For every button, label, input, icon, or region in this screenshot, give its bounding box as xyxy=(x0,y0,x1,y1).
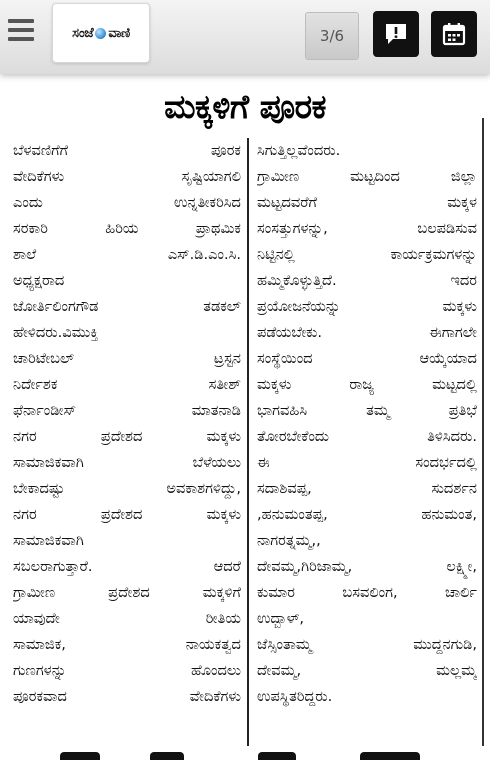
article-word: ,ಹನುಮಂತಪ್ಪ, xyxy=(257,506,328,523)
article-word: ಹೇಳಿದರು.ವಿಮುಕ್ತಿ xyxy=(13,324,99,341)
article-word: ಈಗಾಗಲೇ xyxy=(429,324,477,341)
text-fragment xyxy=(258,752,296,760)
article-line xyxy=(13,190,241,216)
page-indicator[interactable]: 3/6 xyxy=(305,12,359,60)
article-word: ಬೆಳವಣಿಗೆಗೆ xyxy=(13,142,69,159)
article-word: ತಿಳಿಸಿದರು. xyxy=(427,428,477,445)
hamburger-line xyxy=(8,28,34,32)
article-line xyxy=(13,580,241,606)
hamburger-icon[interactable] xyxy=(8,19,34,41)
article-word: ನಗರ xyxy=(13,506,37,523)
article-line xyxy=(257,528,477,554)
article-word: ಎಂದು xyxy=(13,194,43,211)
article-word: ಮಕ್ಕಳ xyxy=(447,194,477,211)
article-line xyxy=(13,424,241,450)
article-line xyxy=(13,398,241,424)
article-line xyxy=(13,294,241,320)
article-word: ಮುದ್ದನಗುಡಿ, xyxy=(413,636,477,653)
article-word: ಮಟ್ಟದಿಂದ xyxy=(350,168,400,185)
article-line xyxy=(13,216,241,242)
article-line xyxy=(257,320,477,346)
article-line xyxy=(13,268,241,294)
article-word: ಬೆಳೆಯಲು xyxy=(192,454,241,471)
article-word: ಪ್ರದೇಶದ xyxy=(100,506,143,523)
article-word: ಮಕ್ಕಳು xyxy=(206,506,241,523)
article-word: ಸಬಲರಾಗುತ್ತಾರೆ. xyxy=(13,558,93,575)
article-line xyxy=(257,424,477,450)
article-line xyxy=(257,268,477,294)
article-word: ಬಲಪಡಿಸುವ xyxy=(417,220,477,237)
article-word: ಸೃಷ್ಟಿಯಾಗಲಿ xyxy=(181,168,241,185)
article-line xyxy=(13,320,241,346)
article-word: ಪ್ರದೇಶದ xyxy=(100,428,143,445)
article-word: ಬಸವಲಿಂಗ, xyxy=(342,584,398,601)
article-word: ಚಾರಿಟೇಬಲ್ xyxy=(13,350,75,367)
exclamation-icon xyxy=(383,21,409,47)
article-word: ರೀತಿಯ xyxy=(205,610,241,627)
article-line xyxy=(13,372,241,398)
article-word: ದೇವಮ್ಮ, xyxy=(257,662,302,679)
column-divider xyxy=(247,138,249,746)
article-word: ಹಮ್ಮಿಕೊಳ್ಳುತ್ತಿದೆ. xyxy=(257,272,337,289)
article-word: ಅವಕಾಶಗಳಿದ್ದು, xyxy=(166,480,241,497)
article-line xyxy=(13,528,241,554)
article-line xyxy=(13,450,241,476)
article-word: ಇದರ xyxy=(450,272,477,289)
article-line xyxy=(257,476,477,502)
article-word: ಆಯ್ಕೆಯಾದ xyxy=(419,350,477,367)
article-line xyxy=(257,632,477,658)
article-line xyxy=(257,684,477,710)
article-word: ಎಸ್.ಡಿ.ಎಂ.ಸಿ. xyxy=(167,246,241,263)
article-word: ವೇದಿಕೆಗಳು xyxy=(13,168,65,185)
article-word: ಸಿಗುತ್ತಿಲ್ಲವೆಂದರು. xyxy=(257,142,341,159)
article-word: ಉದ್ಬಾಳ್, xyxy=(257,610,305,627)
article-line xyxy=(257,450,477,476)
article-word: ರಾಜ್ಯ xyxy=(349,376,375,393)
article-line xyxy=(257,138,477,164)
article-line xyxy=(13,346,241,372)
article-word: ಪೂರಕ xyxy=(210,142,241,159)
article-word: ಹೊಂದಲು xyxy=(191,662,241,679)
article-word: ಮಲ್ಲಮ್ಮ xyxy=(436,662,477,679)
article-word: ಮಟ್ಟದಲ್ಲಿ xyxy=(432,376,477,393)
article-column-left xyxy=(13,138,241,710)
globe-icon xyxy=(95,28,106,39)
article-line xyxy=(257,502,477,528)
article-word: ಪ್ರತಿಭೆ xyxy=(448,402,477,419)
article-word: ಗುಣಗಳನ್ನು xyxy=(13,662,67,679)
logo-text-first: ಸಂಜೆ xyxy=(72,25,94,41)
page-edge-rule xyxy=(482,118,484,746)
next-headline-fragment xyxy=(0,744,490,760)
article-line xyxy=(13,138,241,164)
article-word: ತಮ್ಮ xyxy=(366,402,390,419)
article-word: ಪಡೆಯಬೇಕು. xyxy=(257,324,322,341)
article-word: ನಿಟ್ಟಿನಲ್ಲಿ xyxy=(257,246,295,263)
article-word: ಸಾಮಾಜಿಕ, xyxy=(13,636,66,653)
article-word: ಬೇಕಾದಷ್ಟು xyxy=(13,480,65,497)
article-word: ನಾಯಕತ್ವದ xyxy=(185,636,241,653)
article-word: ಮಾತನಾಡಿ xyxy=(191,402,241,419)
logo-text xyxy=(72,26,130,41)
article-line xyxy=(13,164,241,190)
article-word: ಕುಮಾರ xyxy=(257,584,295,601)
article-word: ಕಾರ್ಯಕ್ರಮಗಳನ್ನು xyxy=(390,246,477,263)
article-word: ಈ xyxy=(257,454,270,471)
article-word: ಮಕ್ಕಳು xyxy=(257,376,292,393)
text-fragment xyxy=(60,752,100,760)
article-line xyxy=(13,476,241,502)
article-line xyxy=(257,164,477,190)
article-word: ಮಕ್ಕಳು xyxy=(206,428,241,445)
article-word: ಲಕ್ಷ್ಮೀ, xyxy=(446,558,477,575)
article-word: ನಾಗರತ್ನಮ್ಮ,, xyxy=(257,532,321,549)
article-line xyxy=(257,372,477,398)
article-word: ಯಾವುದೇ xyxy=(13,610,60,627)
hamburger-line xyxy=(8,37,34,41)
article-word: ಸದಾಶಿವಪ್ಪ, xyxy=(257,480,312,497)
publication-logo[interactable] xyxy=(52,3,150,63)
article-word: ಮಟ್ಟದವರೆಗೆ xyxy=(257,194,318,211)
article-word: ಸಾಮಾಜಿಕವಾಗಿ xyxy=(13,454,84,471)
article-line xyxy=(257,190,477,216)
text-fragment xyxy=(150,752,184,760)
article-word: ತೋರಬೇಕೆಂದು xyxy=(257,428,329,445)
article-line xyxy=(13,242,241,268)
article-word: ಜೆಸ್ಸಿಂತಾಮ್ಮ xyxy=(257,636,312,653)
article-word: ಫೆರ್ನಾಂಡೀಸ್ xyxy=(13,402,77,419)
article-word: ಉನ್ನತೀಕರಿಸಿದ xyxy=(174,194,241,211)
article-word: ಉಪಸ್ಥಿತರಿದ್ದರು. xyxy=(257,688,333,705)
article-word: ಪೂರಕವಾದ xyxy=(13,688,67,705)
article-word: ಪ್ರಾಥಮಿಕ xyxy=(195,220,241,237)
article-word: ಭಾಗವಹಿಸಿ xyxy=(257,402,308,419)
article-word: ಸರಕಾರಿ xyxy=(13,220,48,237)
article-line xyxy=(13,684,241,710)
article-word: ಹನುಮಂತ, xyxy=(421,506,477,523)
article-line xyxy=(13,502,241,528)
article-word: ಗ್ರಾಮೀಣ xyxy=(257,168,300,185)
top-bar xyxy=(0,0,490,74)
article-line xyxy=(257,346,477,372)
article-word: ಆದರೆ xyxy=(213,558,241,575)
text-fragment xyxy=(360,752,420,760)
article-line xyxy=(257,606,477,632)
article-word: ಶಾಲೆ xyxy=(13,246,37,263)
article-word: ದೇವಮ್ಮ,ಗಿರಿಜಾಮ್ಮ, xyxy=(257,558,353,575)
article-word: ಟ್ರಸ್ಟನ xyxy=(213,350,241,367)
article-word: ಅಧ್ಯಕ್ಷರಾದ xyxy=(13,272,65,289)
article-line xyxy=(257,554,477,580)
article-word: ತಡಕಲ್ xyxy=(203,298,241,315)
article-word: ಸಂಸತ್ತುಗಳನ್ನು, xyxy=(257,220,328,237)
article-line xyxy=(13,658,241,684)
article-word: ಗ್ರಾಮೀಣ xyxy=(13,584,56,601)
article-line xyxy=(257,658,477,684)
article-word: ನಗರ xyxy=(13,428,37,445)
article-word: ಪ್ರದೇಶದ xyxy=(108,584,150,601)
report-button[interactable] xyxy=(373,11,419,57)
article-word: ಸಂದರ್ಭದಲ್ಲಿ xyxy=(415,454,477,471)
article-word: ಚಾರ್ಲಿ xyxy=(445,584,477,601)
article-word: ಜಿಲ್ಲಾ xyxy=(450,168,477,185)
article-word: ಸತೀಶ್ xyxy=(208,376,241,393)
article-column-right xyxy=(257,138,477,710)
article-word: ಹಿರಿಯ xyxy=(105,220,139,237)
article-headline: ಮಕ್ಕಳಿಗೆ ಪೂರಕ xyxy=(164,87,326,126)
calendar-button[interactable] xyxy=(431,11,477,57)
article-word: ಮಕ್ಕಳಿಗೆ xyxy=(202,584,241,601)
article-line xyxy=(13,606,241,632)
calendar-icon xyxy=(441,21,467,47)
article-line xyxy=(257,580,477,606)
article-line xyxy=(257,216,477,242)
article-word: ಸಂಸ್ಥೆಯಿಂದ xyxy=(257,350,313,367)
article-word: ಸುದರ್ಶನ xyxy=(431,480,477,497)
logo-text-second: ವಾಣಿ xyxy=(108,25,130,41)
article-line xyxy=(13,632,241,658)
hamburger-line xyxy=(8,19,34,23)
article-line xyxy=(13,554,241,580)
article-word: ಪ್ರಯೋಜನೆಯನ್ನು xyxy=(257,298,341,315)
article-word: ವೇದಿಕೆಗಳು xyxy=(189,688,241,705)
article-word: ಸಾಮಾಜಿಕವಾಗಿ xyxy=(13,532,84,549)
article-word: ನಿರ್ದೇಶಕ xyxy=(13,376,58,393)
article-line xyxy=(257,398,477,424)
article-word: ಮಕ್ಕಳು xyxy=(442,298,477,315)
article-line xyxy=(257,242,477,268)
article-line xyxy=(257,294,477,320)
article-word: ಜೋರ್ತಿಲಿಂಗಗೌಡ xyxy=(13,298,99,315)
